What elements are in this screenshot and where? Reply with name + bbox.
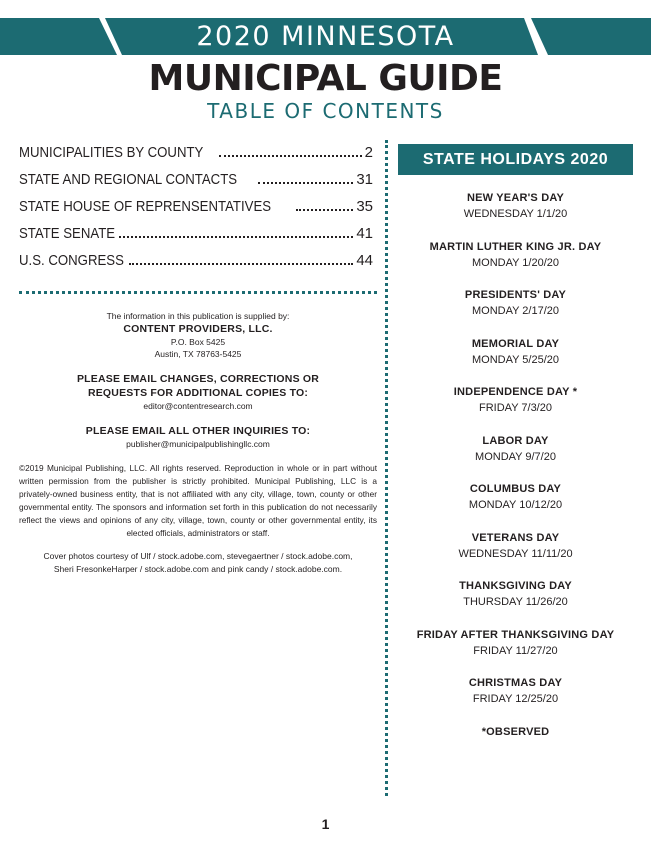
- holiday-name: INDEPENDENCE DAY *: [453, 386, 578, 398]
- holiday-date: WEDNESDAY 1/1/20: [463, 208, 568, 220]
- holiday-date: THURSDAY 11/26/20: [463, 596, 568, 608]
- photo-credits-line1: Cover photos courtesy of Ulf / stock.adobe.com, stevegaertner / stock.adobe.com,: [43, 551, 353, 561]
- holiday-name: CHRISTMAS DAY: [468, 677, 563, 689]
- holiday-date: MONDAY 1/20/20: [471, 256, 560, 269]
- toc-entry-page: 31: [356, 171, 373, 188]
- toc-leader-dots: [258, 182, 354, 184]
- toc-entry[interactable]: [19, 225, 373, 252]
- toc-entry-label: STATE SENATE: [19, 225, 116, 242]
- header-band-title: 2020 MINNESOTA: [196, 21, 455, 52]
- holiday-item: [398, 627, 633, 676]
- holiday-item: [398, 384, 633, 433]
- toc-leader-dots: [129, 263, 353, 265]
- po-box: P.O. Box 5425: [170, 337, 226, 347]
- holiday-name: THANKSGIVING DAY: [459, 580, 572, 592]
- holiday-item: [398, 433, 633, 482]
- toc-entry-page: 2: [364, 144, 373, 161]
- photo-credits-line2: Sheri FresonkeHarper / stock.adobe.com and pink candy / stock.adobe.com.: [53, 564, 343, 574]
- publisher-info: [19, 310, 377, 576]
- holiday-item: [398, 481, 633, 530]
- holiday-name: FRIDAY AFTER THANKSGIVING DAY: [416, 628, 615, 641]
- holiday-item: [398, 239, 633, 288]
- holiday-date: MONDAY 9/7/20: [475, 450, 556, 463]
- holiday-date: MONDAY 5/25/20: [471, 353, 560, 366]
- holiday-item: [398, 336, 633, 385]
- vertical-divider: [385, 140, 388, 796]
- holiday-name: MEMORIAL DAY: [471, 337, 560, 350]
- holiday-item: [398, 530, 633, 579]
- toc-entry-label: U.S. CONGRESS: [19, 252, 124, 269]
- toc-entry-label: MUNICIPALITIES BY COUNTY: [19, 144, 204, 161]
- toc-entry-page: 41: [356, 225, 373, 242]
- toc-leader-dots: [296, 209, 353, 211]
- toc-entry-page: 44: [356, 252, 373, 269]
- holiday-name: LABOR DAY: [482, 434, 549, 447]
- city-address: Austin, TX 78763-5425: [154, 349, 242, 359]
- toc-leader-dots: [119, 236, 353, 238]
- toc-entry-label: STATE AND REGIONAL CONTACTS: [19, 171, 238, 188]
- changes-email-link[interactable]: editor@contentresearch.com: [143, 401, 253, 411]
- table-of-contents: [19, 144, 373, 279]
- observed-note: *OBSERVED: [481, 725, 550, 738]
- toc-entry[interactable]: [19, 144, 373, 171]
- horizontal-divider: [19, 291, 377, 294]
- inquiries-email-link[interactable]: publisher@municipalpublishingllc.com: [126, 439, 270, 449]
- toc-entry[interactable]: [19, 171, 373, 198]
- toc-entry-page: 35: [356, 198, 373, 215]
- header-band: [0, 18, 651, 55]
- holiday-name: VETERANS DAY: [471, 531, 560, 544]
- holiday-item: [398, 578, 633, 627]
- holiday-date: FRIDAY 11/27/20: [473, 644, 558, 657]
- changes-heading-line2: REQUESTS FOR ADDITIONAL COPIES TO:: [87, 387, 309, 399]
- supplied-by-text: The information in this publication is supplied by:: [106, 311, 290, 321]
- holiday-date: FRIDAY 7/3/20: [479, 402, 552, 414]
- holiday-date: MONDAY 2/17/20: [471, 305, 560, 317]
- toc-entry[interactable]: [19, 252, 373, 279]
- holiday-date: MONDAY 10/12/20: [468, 499, 563, 511]
- changes-heading-line1: PLEASE EMAIL CHANGES, CORRECTIONS OR: [76, 373, 320, 385]
- holiday-date: FRIDAY 12/25/20: [472, 693, 559, 705]
- holiday-name: PRESIDENTS' DAY: [464, 289, 567, 301]
- toc-leader-dots: [219, 155, 361, 157]
- toc-entry-label: STATE HOUSE OF REPRENSENTATIVES: [19, 198, 272, 215]
- holiday-date: WEDNESDAY 11/11/20: [458, 547, 573, 560]
- holiday-item: [398, 190, 633, 239]
- holidays-list: [398, 190, 633, 740]
- page-title: MUNICIPAL GUIDE: [148, 58, 503, 99]
- company-name: CONTENT PROVIDERS, LLC.: [123, 323, 273, 335]
- toc-entry[interactable]: [19, 198, 373, 225]
- page-number: 1: [321, 816, 330, 832]
- legal-notice: ©2019 Municipal Publishing, LLC. All rights reserved. Reproduction in whole or in part without written permission from the publisher is strictly prohibited. Municipal Publishing, LLC is a privately-owned business entity, that is not affiliated with any city, village, town, county or other governmental entity. The sponsors and information set forth in this publication do not necessarily reflect the views and opinions of any city, village, town, county or other governmental entity, its elected officials, administrators or staff.: [19, 463, 377, 538]
- inquiries-heading: PLEASE EMAIL ALL OTHER INQUIRIES TO:: [85, 425, 311, 437]
- holiday-name: COLUMBUS DAY: [469, 483, 562, 495]
- holiday-name: NEW YEAR'S DAY: [466, 192, 565, 204]
- page-subtitle: TABLE OF CONTENTS: [207, 99, 444, 123]
- holiday-name: MARTIN LUTHER KING JR. DAY: [429, 240, 602, 253]
- holiday-item: [398, 675, 633, 724]
- holiday-item: [398, 287, 633, 336]
- holidays-heading: STATE HOLIDAYS 2020: [398, 144, 633, 175]
